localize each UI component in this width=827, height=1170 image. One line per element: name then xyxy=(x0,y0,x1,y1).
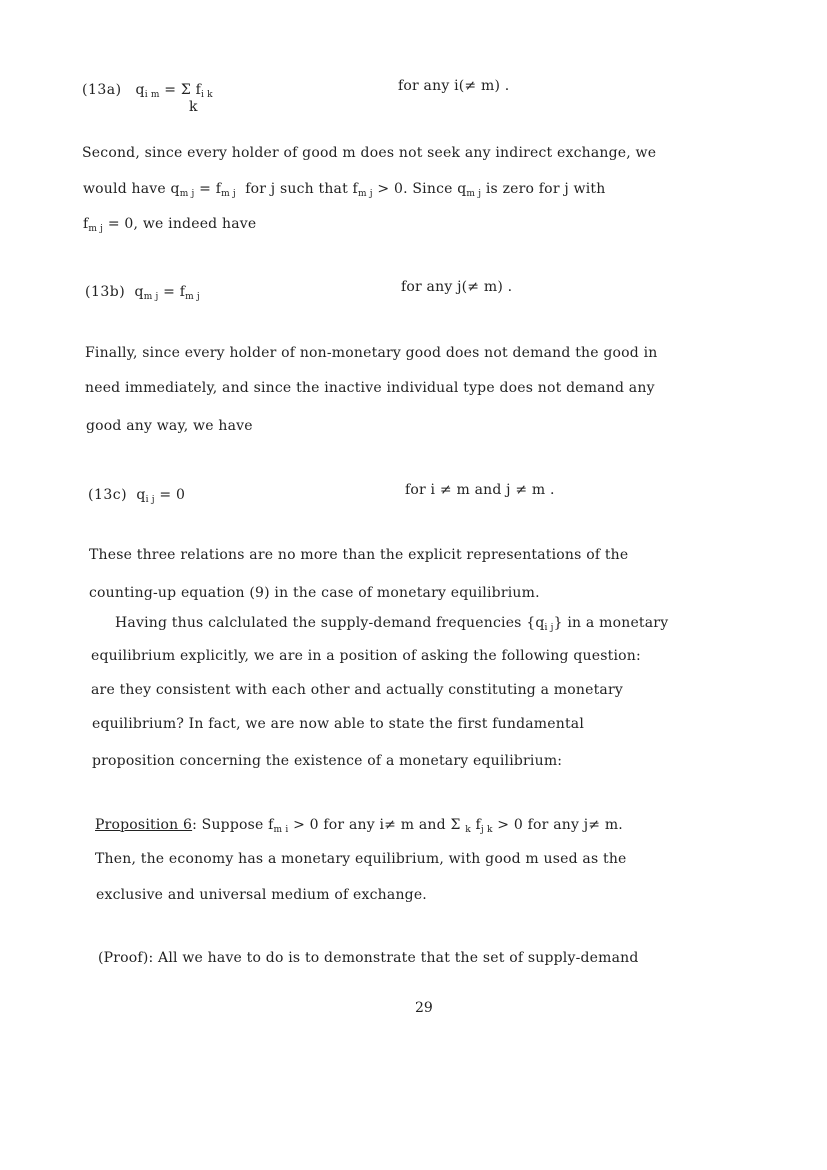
text-line: proposition concerning the existence of a monetary equilibrium: xyxy=(92,753,563,769)
equation-condition: for any i(≠ m) . xyxy=(398,78,510,94)
text-line: equilibrium? In fact, we are now able to state the first fundamental xyxy=(92,716,585,732)
equation-condition: for i ≠ m and j ≠ m . xyxy=(405,482,555,498)
text-line: $f_{m j} = 0$, we indeed have xyxy=(83,216,257,234)
text-line: good any way, we have xyxy=(86,418,253,434)
text-line: would have $q_{m j} = f_{m j}$ for j such that $f_{m j} > 0$. Since $q_{m j}$ is zero for j with xyxy=(83,181,606,199)
text-line: Second, since every holder of good m does not seek any indirect exchange, we xyxy=(82,145,657,161)
equation-13a: (13a) $q_{i m} = \Sigma$ $f_{i k}$ xyxy=(82,82,213,100)
proof-line: (Proof): All we have to do is to demonstrate that the set of supply-demand xyxy=(98,950,639,966)
text-line: counting-up equation (9) in the case of monetary equilibrium. xyxy=(89,585,540,601)
proposition-title: Proposition 6 xyxy=(95,817,193,833)
text-line: equilibrium explicitly, we are in a position of asking the following question: xyxy=(91,648,641,664)
page-number: 29 xyxy=(415,1000,433,1016)
equation-label: (13b) xyxy=(85,284,126,300)
text-line: These three relations are no more than the explicit representations of the xyxy=(89,547,629,563)
equation-13c: (13c) $q_{i j} = 0$ xyxy=(88,487,186,505)
text-line: Finally, since every holder of non-monetary good does not demand the good in xyxy=(85,345,658,361)
equation-condition: for any j(≠ m) . xyxy=(401,279,513,295)
equation-13b: (13b) $q_{m j} = f_{m j}$ xyxy=(85,284,200,302)
sum-index: k xyxy=(189,99,198,115)
equation-label: (13a) xyxy=(82,82,122,98)
text-line: Then, the economy has a monetary equilibrium, with good m used as the xyxy=(95,851,627,867)
text-line: Having thus calclulated the supply-demand frequencies $\{q_{i j}\}$ in a monetary xyxy=(115,615,669,633)
text-line: exclusive and universal medium of exchange. xyxy=(96,887,427,903)
text-line: need immediately, and since the inactive individual type does not demand any xyxy=(85,380,655,396)
equation-lhs: q xyxy=(135,82,145,98)
equation-label: (13c) xyxy=(88,487,128,503)
text-line: are they consistent with each other and actually constituting a monetary xyxy=(91,682,623,698)
proposition-line: Proposition 6: Suppose $f_{m i} > 0$ for any i≠ m and Σ $_k$ $f_{j k} > 0$ for any j≠ m. xyxy=(95,817,623,835)
